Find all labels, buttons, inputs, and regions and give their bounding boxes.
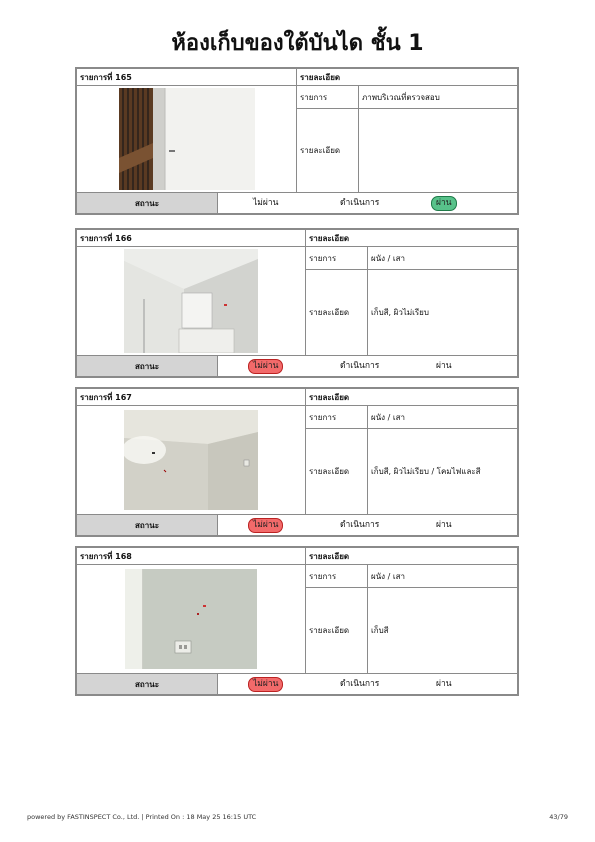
detail-value: เก็บสี, ผิวไม่เรียบ / โคมไฟและสี — [368, 429, 518, 515]
inspection-photo[interactable] — [124, 410, 258, 510]
fail-option[interactable]: ไม่ผ่าน — [248, 359, 283, 374]
pass-option[interactable]: ผ่าน — [436, 520, 452, 530]
detail-header: รายละเอียด — [306, 230, 518, 247]
item-label: รายการ — [306, 406, 368, 429]
in-progress-option[interactable]: ดำเนินการ — [340, 361, 380, 371]
detail-header: รายละเอียด — [306, 548, 518, 565]
page-title: ห้องเก็บของใต้บันได ชั้น 1 — [171, 31, 424, 56]
footer-credit: powered by FASTINSPECT Co., Ltd. | Printed On : 18 May 25 16:15 UTC — [27, 813, 257, 821]
detail-label: รายละเอียด — [306, 429, 368, 515]
inspection-card-165 — [75, 67, 519, 215]
status-options — [218, 515, 518, 536]
detail-header: รายละเอียด — [297, 69, 518, 86]
detail-header: รายละเอียด — [306, 389, 518, 406]
pass-option[interactable]: ผ่าน — [436, 361, 452, 371]
status-options — [218, 193, 518, 214]
item-number: รายการที่ 166 — [77, 230, 306, 247]
detail-label: รายละเอียด — [297, 109, 359, 193]
item-value: ผนัง / เสา — [368, 247, 518, 270]
page-number: 43/79 — [549, 813, 568, 821]
detail-value: เก็บสี — [368, 588, 518, 674]
status-options — [218, 356, 518, 377]
item-label: รายการ — [306, 247, 368, 270]
inspection-photo[interactable] — [119, 88, 255, 190]
fail-option[interactable]: ไม่ผ่าน — [248, 677, 283, 692]
in-progress-option[interactable]: ดำเนินการ — [340, 520, 380, 530]
fail-option[interactable]: ไม่ผ่าน — [253, 198, 279, 208]
status-label: สถานะ — [77, 356, 218, 377]
detail-value: เก็บสี, ผิวไม่เรียบ — [368, 270, 518, 356]
inspection-card-167 — [75, 387, 519, 537]
item-number: รายการที่ 167 — [77, 389, 306, 406]
inspection-card-166 — [75, 228, 519, 378]
in-progress-option[interactable]: ดำเนินการ — [340, 679, 380, 689]
item-value: ภาพบริเวณที่ตรวจสอบ — [359, 86, 518, 109]
detail-value — [359, 109, 518, 193]
item-label: รายการ — [306, 565, 368, 588]
status-options — [218, 674, 518, 695]
in-progress-option[interactable]: ดำเนินการ — [340, 198, 380, 208]
pass-option[interactable]: ผ่าน — [436, 679, 452, 689]
inspection-photo[interactable] — [125, 569, 257, 669]
status-label: สถานะ — [77, 193, 218, 214]
photo-cell — [77, 565, 306, 674]
photo-cell — [77, 247, 306, 356]
item-label: รายการ — [297, 86, 359, 109]
inspection-photo[interactable] — [124, 249, 258, 353]
item-number: รายการที่ 165 — [77, 69, 297, 86]
photo-cell — [77, 406, 306, 515]
status-label: สถานะ — [77, 674, 218, 695]
detail-label: รายละเอียด — [306, 588, 368, 674]
item-number: รายการที่ 168 — [77, 548, 306, 565]
fail-option[interactable]: ไม่ผ่าน — [248, 518, 283, 533]
pass-option[interactable]: ผ่าน — [431, 196, 457, 211]
inspection-card-168 — [75, 546, 519, 696]
item-value: ผนัง / เสา — [368, 565, 518, 588]
photo-cell — [77, 86, 297, 193]
status-label: สถานะ — [77, 515, 218, 536]
detail-label: รายละเอียด — [306, 270, 368, 356]
item-value: ผนัง / เสา — [368, 406, 518, 429]
